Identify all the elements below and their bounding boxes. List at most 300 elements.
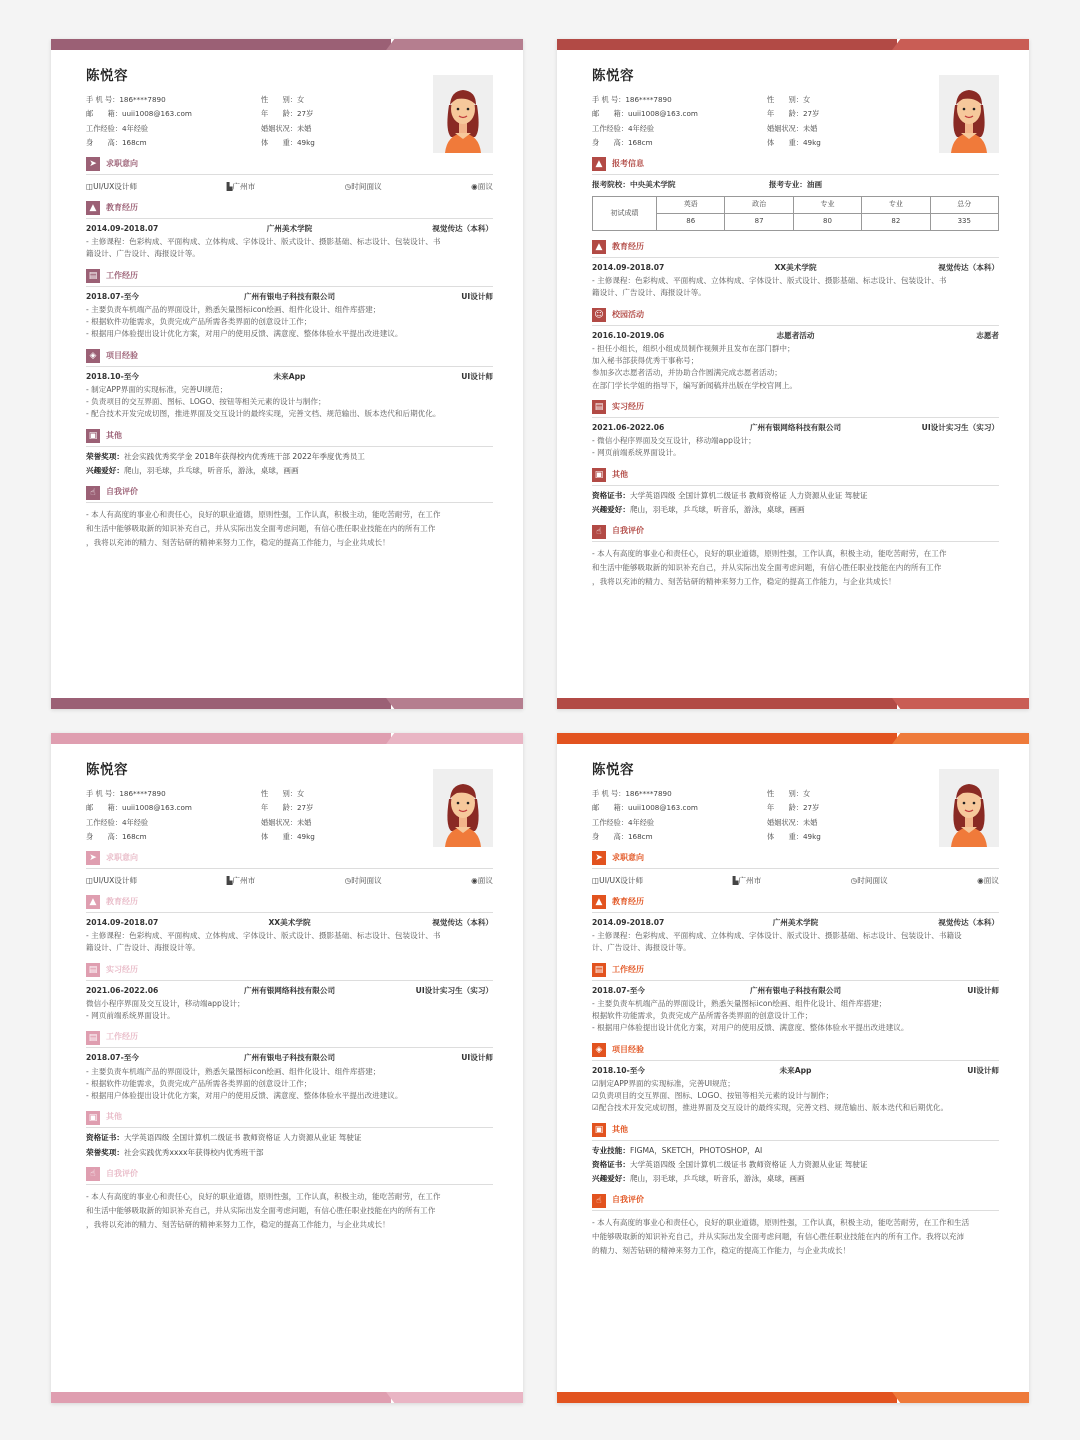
entry-field: 视觉传达（本科）	[432, 917, 494, 927]
section-kv	[86, 430, 493, 477]
accent-bar-segment	[892, 698, 1029, 709]
kv-line	[592, 1160, 999, 1170]
eval-line: 和生活中能够吸取新的知识补充自己，并从实际出发全面考虑问题，有信心胜任职业技能在内的所有工作	[86, 1205, 436, 1215]
section-eval	[592, 525, 999, 589]
job-intent-item: ◷时间面议	[344, 875, 382, 885]
accent-bar-segment	[51, 39, 391, 50]
entry-field: 2018.10-至今	[592, 1065, 645, 1075]
section-title: 工作经历	[106, 1032, 138, 1042]
entry-line: - 根据用户体验提出设计优化方案，对用户的使用反馈、满意度、整体体验水平提出改进建议。	[86, 329, 403, 339]
section-title: 工作经历	[612, 964, 644, 974]
section-kv	[592, 469, 999, 516]
section-header	[592, 964, 999, 981]
job-intent-row	[592, 874, 999, 886]
accent-bar-top	[557, 39, 1029, 50]
entry-line: - 配合技术开发完成切图，推进界面及交互设计的最终实现，完善文档、规范输出、版本迭代和后期优化。	[86, 409, 441, 419]
entry-line: - 网页前端系统界面设计。	[592, 448, 681, 458]
warning-icon: ▲	[592, 157, 606, 171]
section-eval	[592, 1194, 999, 1258]
info-field: 性 别：女	[767, 95, 811, 105]
accent-bar-segment	[557, 1392, 897, 1403]
entry-line: ☑配合技术开发完成切图，推进界面及交互设计的最终实现，完善文档、规范输出、版本迭代和后期优化。	[592, 1103, 949, 1113]
kv-value: 社会实践优秀奖学金 2018年获得校内优秀班干部 2022年季度优秀员工	[123, 451, 365, 461]
send-icon: ➤	[592, 851, 606, 865]
entry-field: UI设计实习生（实习）	[415, 985, 494, 995]
kv-value: 大学英语四级 全国计算机二级证书 教师资格证 人力资源从业证 驾驶证	[629, 490, 868, 500]
entry-header	[86, 1053, 493, 1063]
kv-value: 爬山，羽毛球，乒乓球，听音乐，游泳，桌球，画画	[629, 504, 805, 514]
accent-bar-segment	[892, 1392, 1029, 1403]
candidate-name: 陈悦容	[592, 762, 634, 778]
section-header	[86, 202, 493, 219]
section-header	[86, 1031, 493, 1048]
entry-field: 2021.06-2022.06	[592, 422, 665, 432]
section-entry	[592, 896, 999, 954]
section-entry	[592, 309, 999, 391]
section-header	[592, 1044, 999, 1061]
personal-info	[86, 95, 493, 147]
kv-line	[86, 466, 493, 476]
kv-key: 兴趣爱好：	[592, 504, 630, 514]
briefcase-icon: ▤	[86, 963, 100, 977]
kv-line	[592, 1146, 999, 1156]
job-intent-item: ◫UI/UX设计师	[592, 875, 644, 885]
accent-bar-bot	[557, 1392, 1029, 1403]
entry-field: 广州有银网络科技有限公司	[749, 422, 842, 432]
accent-bar-top	[51, 733, 523, 744]
accent-bar-top	[557, 733, 1029, 744]
accent-bar-bot	[51, 1392, 523, 1403]
entry-header	[592, 918, 999, 928]
exam-major: 报考专业：油画	[768, 179, 823, 189]
section-header	[86, 964, 493, 981]
table-cell-score: 335	[930, 213, 998, 230]
section-header	[592, 241, 999, 258]
entry-field: 广州有银电子科技有限公司	[243, 1053, 336, 1063]
job-intent-row	[86, 874, 493, 886]
info-field: 工作经验：4年经验	[86, 123, 149, 133]
entry-field: 视觉传达（本科）	[938, 262, 1000, 272]
send-icon: ➤	[86, 157, 100, 171]
self-evaluation	[592, 1216, 999, 1258]
section-intent	[592, 852, 999, 886]
job-intent-item: ◫UI/UX设计师	[86, 875, 138, 885]
entry-field: 未来App	[273, 371, 306, 381]
entry-header	[592, 331, 999, 341]
kv-key: 荣誉奖项：	[86, 451, 124, 461]
section-intent	[86, 852, 493, 886]
entry-field: 2014.09-2018.07	[592, 262, 665, 272]
self-evaluation	[86, 508, 493, 550]
kv-value: 爬山，羽毛球，乒乓球，听音乐，游泳，桌球，画画	[629, 1174, 805, 1184]
thumbs-up-icon: ☝	[86, 486, 100, 500]
info-field: 婚姻状况：未婚	[767, 817, 818, 827]
kv-value: 爬山，羽毛球，乒乓球，听音乐，游泳，桌球，画画	[123, 465, 299, 475]
kv-key: 资格证书：	[86, 1133, 124, 1143]
info-field: 身 高：168cm	[86, 137, 147, 147]
job-intent-item: ◫UI/UX设计师	[86, 181, 138, 191]
table-row	[593, 196, 999, 213]
entry-field: 广州美术学院	[266, 223, 313, 233]
info-field: 身 高：168cm	[86, 831, 147, 841]
entry-field: UI设计师	[967, 1065, 1000, 1075]
section-title: 求职意向	[106, 852, 138, 862]
entry-line: - 网页前端系统界面设计。	[86, 1011, 175, 1021]
entry-header	[86, 224, 493, 234]
accent-bar-bot	[557, 698, 1029, 709]
table-cell-label: 初试成绩	[593, 196, 657, 230]
resume-card	[51, 733, 523, 1403]
info-field: 手 机 号：186****7890	[592, 789, 672, 799]
entry-field: 广州有银电子科技有限公司	[243, 291, 336, 301]
kv-key: 兴趣爱好：	[86, 465, 124, 475]
entry-header	[86, 986, 493, 996]
table-cell-score: 80	[793, 213, 861, 230]
section-header	[592, 852, 999, 869]
section-title: 实习经历	[106, 964, 138, 974]
entry-header	[86, 292, 493, 302]
section-entry	[592, 1044, 999, 1114]
entry-line: - 制定APP界面的实现标准，完善UI规范；	[86, 384, 228, 394]
job-intent-item: ▙广州市	[226, 181, 256, 191]
exam-header	[592, 180, 999, 190]
entry-line: - 根据软件功能需求，负责完成产品所需各类界面的创意设计工作；	[86, 317, 312, 327]
thumbs-up-icon: ☝	[592, 1194, 606, 1208]
entry-line: 根据软件功能需求，负责完成产品所需各类界面的创意设计工作；	[592, 1011, 813, 1021]
accent-bar-segment	[386, 698, 523, 709]
entry-field: 视觉传达（本科）	[432, 223, 494, 233]
entry-field: 2014.09-2018.07	[86, 917, 159, 927]
entry-field: 视觉传达（本科）	[938, 917, 1000, 927]
entry-field: 广州有银电子科技有限公司	[749, 985, 842, 995]
layers-icon: ◈	[86, 349, 100, 363]
job-intent-item: ◷时间面议	[344, 181, 382, 191]
info-field: 年 龄：27岁	[261, 803, 314, 813]
self-evaluation	[86, 1190, 493, 1232]
eval-line: 和生活中能够吸取新的知识补充自己，并从实际出发全面考虑问题，有信心胜任职业技能在内的所有工作	[86, 524, 436, 534]
info-field: 手 机 号：186****7890	[592, 95, 672, 105]
accent-bar-segment	[51, 698, 391, 709]
info-field: 体 重：49kg	[767, 137, 821, 147]
entry-line: 参加多次志愿者活动，并协助合作圆满完成志愿者活动；	[592, 368, 782, 378]
avatar-photo	[433, 75, 493, 153]
entry-field: 2014.09-2018.07	[592, 917, 665, 927]
entry-line: 籍设计、广告设计、海报设计等。	[86, 943, 200, 953]
info-field: 体 重：49kg	[261, 137, 315, 147]
entry-header	[86, 918, 493, 928]
info-field: 邮 箱：uuii1008@163.com	[86, 803, 192, 813]
entry-field: 2016.10-2019.06	[592, 330, 665, 340]
exam-score-table	[592, 196, 999, 231]
section-eval	[86, 1168, 493, 1232]
entry-line: 加入秘书部获得优秀干事称号；	[592, 356, 699, 366]
eval-line: 中能够吸取新的知识补充自己，并从实际出发全面考虑问题，有信心胜任职业技能在内的所有工作。我将以充沛	[592, 1232, 965, 1242]
entry-line: - 主修课程：色彩构成、平面构成、立体构成、字体设计、版式设计、摄影基础、标志设计、包装设计、书	[86, 931, 441, 941]
eval-line: ，我将以充沛的精力、刻苦钻研的精神来努力工作，稳定的提高工作能力，与企业共成长！	[86, 538, 390, 548]
section-entry	[86, 202, 493, 260]
section-title: 其他	[106, 1112, 122, 1122]
section-header	[592, 401, 999, 418]
info-field: 手 机 号：186****7890	[86, 789, 166, 799]
accent-bar-segment	[557, 39, 897, 50]
table-cell-subject: 总分	[930, 196, 998, 213]
kv-key: 兴趣爱好：	[592, 1174, 630, 1184]
accent-bar-segment	[386, 733, 523, 744]
entry-field: 2018.10-至今	[86, 371, 139, 381]
kv-value: FIGMA，SKETCH，PHOTOSHOP，AI	[629, 1145, 763, 1155]
section-title: 自我评价	[106, 1168, 138, 1178]
kv-key: 专业技能：	[592, 1145, 630, 1155]
table-cell-subject: 专业	[862, 196, 930, 213]
entry-line: ☑负责项目的交互界面、图标、LOGO、按钮等相关元素的设计与制作；	[592, 1091, 834, 1101]
section-entry	[592, 401, 999, 459]
entry-field: 2014.09-2018.07	[86, 223, 159, 233]
section-title: 项目经验	[612, 1044, 644, 1054]
section-header	[86, 350, 493, 367]
entry-line: - 根据用户体验提出设计优化方案，对用户的使用反馈、满意度、整体体验水平提出改进建议。	[592, 1023, 909, 1033]
section-entry	[592, 241, 999, 299]
kv-key: 资格证书：	[592, 490, 630, 500]
resume-card	[557, 733, 1029, 1403]
kv-key: 荣誉奖项：	[86, 1147, 124, 1157]
resume-card	[51, 39, 523, 709]
entry-field: 2018.07-至今	[86, 1053, 139, 1063]
kv-line	[592, 505, 999, 515]
section-header	[592, 469, 999, 486]
info-field: 年 龄：27岁	[767, 109, 820, 119]
entry-line: - 根据用户体验提出设计优化方案，对用户的使用反馈、满意度、整体体验水平提出改进建议。	[86, 1091, 403, 1101]
info-field: 婚姻状况：未婚	[767, 123, 818, 133]
avatar-photo	[939, 75, 999, 153]
section-header	[592, 896, 999, 913]
section-header	[86, 896, 493, 913]
personal-info	[592, 95, 999, 147]
kv-line	[86, 1133, 493, 1143]
section-header	[592, 1124, 999, 1141]
section-title: 报考信息	[612, 158, 644, 168]
eval-line: - 本人有高度的事业心和责任心，良好的职业道德，原则性强，工作认真，积极主动，能吃苦耐劳，在工作	[592, 549, 947, 559]
accent-bar-segment	[557, 733, 897, 744]
entry-field: UI设计师	[967, 985, 1000, 995]
entry-line: - 主要负责车机端产品的界面设计，熟悉矢量图标icon绘画、组件化设计、组件库搭建；	[592, 998, 887, 1008]
info-field: 婚姻状况：未婚	[261, 123, 312, 133]
job-intent-item: ◉面议	[977, 875, 999, 885]
personal-info	[592, 789, 999, 841]
candidate-name: 陈悦容	[86, 68, 128, 84]
entry-line: 籍设计、广告设计、海报设计等。	[86, 249, 200, 259]
entry-line: 籍设计、广告设计、海报设计等。	[592, 288, 706, 298]
accent-bar-segment	[557, 698, 897, 709]
info-field: 工作经验：4年经验	[86, 817, 149, 827]
info-field: 年 龄：27岁	[767, 803, 820, 813]
section-header	[86, 430, 493, 447]
entry-field: 志愿者活动	[776, 330, 815, 340]
kv-key: 资格证书：	[592, 1159, 630, 1169]
thumbs-up-icon: ☝	[592, 525, 606, 539]
section-title: 项目经验	[106, 350, 138, 360]
entry-field: UI设计实习生（实习）	[921, 422, 1000, 432]
self-evaluation	[592, 547, 999, 589]
accent-bar-segment	[386, 39, 523, 50]
job-intent-item: ◉面议	[471, 181, 493, 191]
other-icon: ▣	[86, 429, 100, 443]
eval-line: ，我将以充沛的精力、刻苦钻研的精神来努力工作，稳定的提高工作能力，与企业共成长！	[592, 577, 896, 587]
section-header	[592, 158, 999, 175]
section-entry	[592, 964, 999, 1034]
candidate-name: 陈悦容	[592, 68, 634, 84]
job-intent-item: ▙广州市	[226, 875, 256, 885]
info-field: 身 高：168cm	[592, 137, 653, 147]
accent-bar-top	[51, 39, 523, 50]
section-title: 求职意向	[612, 852, 644, 862]
info-field: 邮 箱：uuii1008@163.com	[592, 109, 698, 119]
table-cell-subject: 专业	[793, 196, 861, 213]
user-icon: ☺	[592, 308, 606, 322]
section-title: 自我评价	[612, 1195, 644, 1205]
kv-line	[86, 452, 493, 462]
briefcase-icon: ▤	[592, 400, 606, 414]
kv-value: 大学英语四级 全国计算机二级证书 教师资格证 人力资源从业证 驾驶证	[629, 1159, 868, 1169]
job-intent-item: ▙广州市	[732, 875, 762, 885]
entry-line: - 担任小组长，组织小组成员制作视频并且发布在部门群中；	[592, 343, 795, 353]
candidate-name: 陈悦容	[86, 762, 128, 778]
entry-field: 广州美术学院	[772, 917, 819, 927]
section-entry	[86, 1031, 493, 1101]
entry-field: XX美术学院	[774, 262, 817, 272]
spacer	[863, 180, 999, 190]
table-cell-score: 87	[725, 213, 793, 230]
send-icon: ➤	[86, 851, 100, 865]
info-field: 年 龄：27岁	[261, 109, 314, 119]
accent-bar-bot	[51, 698, 523, 709]
accent-bar-segment	[892, 733, 1029, 744]
info-field: 婚姻状况：未婚	[261, 817, 312, 827]
accent-bar-segment	[386, 1392, 523, 1403]
entry-line: 微信小程序界面及交互设计，移动端app设计；	[86, 998, 245, 1008]
section-entry	[86, 270, 493, 340]
info-field: 性 别：女	[261, 789, 305, 799]
section-title: 其他	[106, 430, 122, 440]
kv-line	[592, 1174, 999, 1184]
kv-line	[592, 491, 999, 501]
section-kv	[86, 1111, 493, 1158]
section-title: 求职意向	[106, 158, 138, 168]
section-header	[86, 1111, 493, 1128]
entry-header	[592, 263, 999, 273]
avatar-photo	[433, 769, 493, 847]
info-field: 工作经验：4年经验	[592, 123, 655, 133]
info-field: 身 高：168cm	[592, 831, 653, 841]
section-header	[86, 852, 493, 869]
section-title: 校园活动	[612, 309, 644, 319]
entry-field: UI设计师	[461, 371, 494, 381]
section-header	[592, 1194, 999, 1211]
eval-line: 和生活中能够吸取新的知识补充自己，并从实际出发全面考虑问题，有信心胜任职业技能在内的所有工作	[592, 563, 942, 573]
info-field: 手 机 号：186****7890	[86, 95, 166, 105]
eval-line: - 本人有高度的事业心和责任心，良好的职业道德，原则性强，工作认真，积极主动，能吃苦耐劳，在工作	[86, 510, 441, 520]
entry-field: 未来App	[779, 1065, 812, 1075]
section-title: 自我评价	[106, 487, 138, 497]
section-title: 教育经历	[612, 896, 644, 906]
entry-line: - 主要负责车机端产品的界面设计，熟悉矢量图标icon绘画、组件化设计、组件库搭建；	[86, 304, 381, 314]
other-icon: ▣	[592, 1123, 606, 1137]
entry-field: UI设计师	[461, 1053, 494, 1063]
other-icon: ▣	[592, 468, 606, 482]
section-header	[86, 158, 493, 175]
entry-field: 广州有银网络科技有限公司	[243, 985, 336, 995]
section-header	[86, 1168, 493, 1185]
avatar-photo	[939, 769, 999, 847]
layers-icon: ◈	[592, 1043, 606, 1057]
entry-line: 计、广告设计、海报设计等。	[592, 943, 691, 953]
entry-line: - 主修课程：色彩构成、平面构成、立体构成、字体设计、版式设计、摄影基础、标志设计、包装设计、书	[592, 276, 947, 286]
info-field: 邮 箱：uuii1008@163.com	[86, 109, 192, 119]
personal-info	[86, 789, 493, 841]
graduation-icon: ▲	[592, 895, 606, 909]
table-cell-score: 86	[657, 213, 725, 230]
section-header	[86, 486, 493, 503]
entry-line: - 主修课程：色彩构成、平面构成、立体构成、字体设计、版式设计、摄影基础、标志设计、包装设计、书	[86, 237, 441, 247]
briefcase-icon: ▤	[86, 269, 100, 283]
section-title: 自我评价	[612, 526, 644, 536]
thumbs-up-icon: ☝	[86, 1167, 100, 1181]
section-title: 教育经历	[612, 241, 644, 251]
kv-value: 社会实践优秀xxxx年获得校内优秀班干部	[123, 1147, 264, 1157]
entry-field: UI设计师	[461, 291, 494, 301]
section-title: 教育经历	[106, 896, 138, 906]
job-intent-row	[86, 180, 493, 192]
entry-field: XX美术学院	[268, 917, 311, 927]
entry-line: - 主修课程：色彩构成、平面构成、立体构成、字体设计、版式设计、摄影基础、标志设计、包装设计、书籍设	[592, 931, 962, 941]
entry-header	[592, 1066, 999, 1076]
eval-line: - 本人有高度的事业心和责任心，良好的职业道德，原则性强，工作认真，积极主动，能吃苦耐劳，在工作	[86, 1191, 441, 1201]
info-field: 体 重：49kg	[767, 831, 821, 841]
entry-line: - 根据软件功能需求，负责完成产品所需各类界面的创意设计工作；	[86, 1078, 312, 1088]
other-icon: ▣	[86, 1111, 100, 1125]
resume-card	[557, 39, 1029, 709]
entry-field: 2018.07-至今	[592, 985, 645, 995]
section-title: 实习经历	[612, 401, 644, 411]
entry-field: 2021.06-2022.06	[86, 985, 159, 995]
graduation-icon: ▲	[592, 240, 606, 254]
briefcase-icon: ▤	[86, 1031, 100, 1045]
section-entry	[86, 350, 493, 420]
section-title: 教育经历	[106, 202, 138, 212]
section-title: 其他	[612, 469, 628, 479]
accent-bar-segment	[51, 1392, 391, 1403]
entry-line: - 负责项目的交互界面、图标、LOGO、按钮等相关元素的设计与制作；	[86, 397, 326, 407]
section-header	[86, 270, 493, 287]
eval-line: ，我将以充沛的精力、刻苦钻研的精神来努力工作，稳定的提高工作能力，与企业共成长！	[86, 1219, 390, 1229]
entry-line: 在部门学长学姐的指导下，编写新闻稿并出版在学校官网上。	[592, 380, 798, 390]
eval-line: 的精力、刻苦钻研的精神来努力工作，稳定的提高工作能力，与企业共成长！	[592, 1246, 851, 1256]
briefcase-icon: ▤	[592, 963, 606, 977]
info-field: 工作经验：4年经验	[592, 817, 655, 827]
accent-bar-segment	[892, 39, 1029, 50]
info-field: 性 别：女	[767, 789, 811, 799]
table-cell-score: 82	[862, 213, 930, 230]
section-exam	[592, 158, 999, 231]
section-intent	[86, 158, 493, 192]
section-title: 其他	[612, 1124, 628, 1134]
entry-header	[592, 423, 999, 433]
job-intent-item: ◉面议	[471, 875, 493, 885]
entry-header	[592, 986, 999, 996]
table-cell-subject: 政治	[725, 196, 793, 213]
info-field: 性 别：女	[261, 95, 305, 105]
entry-line: ☑制定APP界面的实现标准，完善UI规范；	[592, 1078, 735, 1088]
section-eval	[86, 486, 493, 550]
